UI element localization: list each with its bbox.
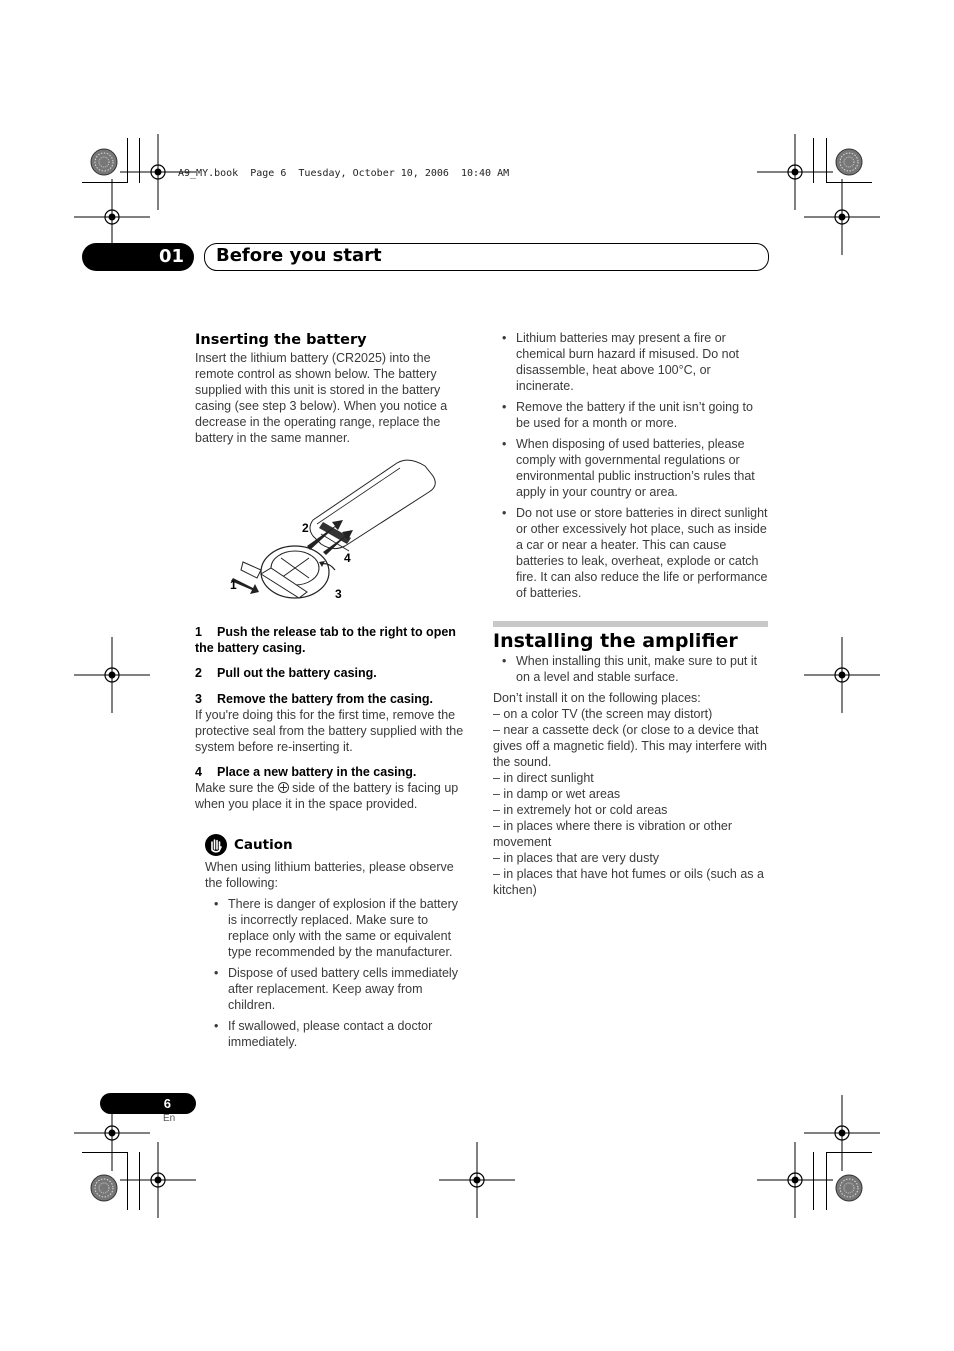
list-item: – in direct sunlight [493,771,594,785]
battery-figure [195,458,470,618]
step-1: 1 Push the release tab to the right to open the battery casing. [195,625,456,655]
list-item: – in places that have hot fumes or oils (such as a kitchen) [493,867,764,897]
step-2: 2 Pull out the battery casing. [195,666,377,680]
step-4-body: Make sure the side of the battery is facing up when you place it in the space provided. [195,781,459,811]
caution-intro: When using lithium batteries, please observe the following: [205,860,454,890]
install-bullets [493,653,768,685]
install-section [493,621,768,898]
remote-battery-illustration [195,458,470,618]
print-meta: A9_MY.book Page 6 Tuesday, October 10, 2006 10:40 AM [178,168,510,179]
list-item: – on a color TV (the screen may distort) [493,707,713,721]
section-rule [493,621,768,627]
step-3: 3 Remove the battery from the casing. [195,692,434,706]
page-number: 6 [163,1096,171,1111]
caution-hand-icon [205,834,227,856]
left-column [195,330,470,1055]
chapter-title: Before you start [216,245,382,266]
list-item: • If swallowed, please contact a doctor immediately. [205,1018,470,1050]
list-item: • Do not use or store batteries in direct sunlight or other excessively hot place, such as inside a car or near a heater. This can cause batteries to leak, overheat, explode or catch fire. It can also reduce the life or performance of batteries. [493,505,768,601]
step-3-body: If you're doing this for the first time, remove the protective seal from the battery supplied with the system before re-inserting it. [195,708,464,754]
chapter-number: 01 [158,246,184,267]
battery-steps [195,624,470,812]
list-item: • When installing this unit, make sure to put it on a level and stable surface. [493,653,768,685]
figure-label-4: 4 [344,551,351,565]
list-item: • When disposing of used batteries, please comply with governmental regulations or environmental public instruction’s rules that apply in your country or area. [493,436,768,500]
step-4: 4 Place a new battery in the casing. [195,765,417,779]
list-item: – in places that are very dusty [493,851,660,865]
caution-header [205,832,470,858]
list-item: – in places where there is vibration or other movement [493,819,733,849]
figure-label-2: 2 [302,521,309,535]
list-item: – in damp or wet areas [493,787,621,801]
list-item: – near a cassette deck (or close to a device that gives off a magnetic field). This may interfere with the sound. [493,723,767,769]
list-item: • Lithium batteries may present a fire or chemical burn hazard if misused. Do not disassemble, heat above 100°C, or incinerate. [493,330,768,394]
battery-intro: Insert the lithium battery (CR2025) into the remote control as shown below. The battery supplied with this unit is stored in the battery casing (see step 3 below). When you notice a decrease in the operating range, replace the battery in the same manner. [195,351,448,445]
list-item: • Remove the battery if the unit isn’t going to be used for a month or more. [493,399,768,431]
caution-title: Caution [234,837,293,853]
section-heading-install: Installing the amplifier [493,630,738,652]
plus-symbol-icon [278,782,289,793]
install-lead: Don’t install it on the following places: [493,691,701,705]
figure-label-1: 1 [230,578,237,592]
right-column [493,330,768,898]
caution-list [195,896,470,1050]
page-language: En [163,1113,176,1124]
list-item: • There is danger of explosion if the battery is incorrectly replaced. Make sure to replace only with the same or equivalent type recommended by the manufacturer. [205,896,470,960]
list-item: – in extremely hot or cold areas [493,803,668,817]
caution-block [195,832,470,1050]
battery-warnings-list [493,330,768,601]
install-places-list [493,706,768,898]
list-item: • Dispose of used battery cells immediately after replacement. Keep away from children. [205,965,470,1013]
figure-label-3: 3 [335,587,342,601]
section-heading-battery: Inserting the battery [195,332,367,348]
